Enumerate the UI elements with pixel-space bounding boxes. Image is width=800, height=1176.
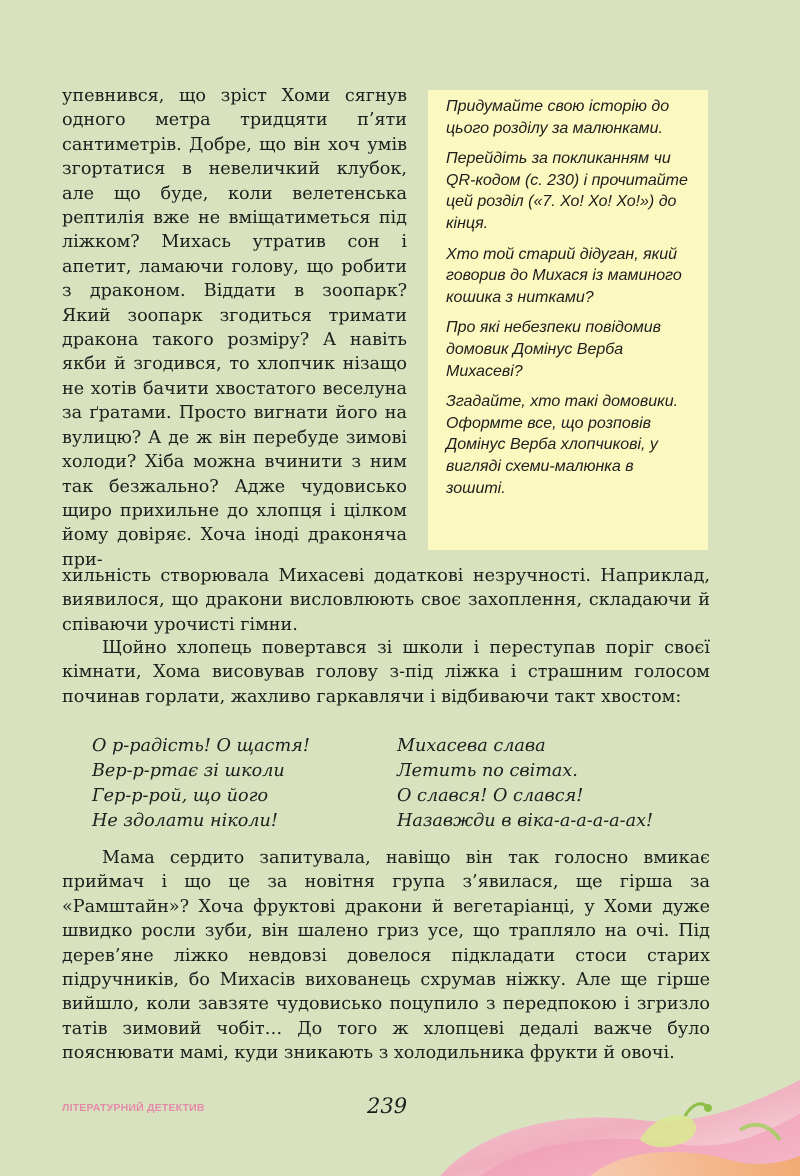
- paragraph-3: Мама сердито запитувала, навіщо він так голосно вмикає приймач і що це за новітня група з’явилася, ще гірша за «Рамштайн»? Хоча фруктові дракони й вегетаріанці, у Хоми дуже швидко росли зуби, він шалено гриз усе, що трапляло на очі. Під дерев’яне ліжко невдовзі довелося підкладати стоси старих підручників, бо Михасів вихованець схрумав ніжку. Але ще гірше вийшло, коли завзяте чудовисько поцупило з передпокою і згризло татів зимовий чобіт… До того ж хлопцеві дедалі важче було пояснювати мамі, куди зникають з холодильника фрукти й овочі.: [62, 848, 710, 1064]
- column-paragraph: упевнився, що зріст Хоми сягнув одного метра тридцяти п’яти сантиметрів. Добре, що він хоч умів згортатися в невеличкий клубок, але що буде, коли велетенська рептилія вже не вміщатиметься під ліжком? Михась утратив сон і апетит, ламаючи голову, що робити з драконом. Віддати в зоопарк? Який зоопарк згодиться тримати дракона такого розміру? А навіть якби й згодився, то хлопчик нізащо не хотів бачити хвостатого веселуна за ґратами. Просто вигнати його на вулицю? А де ж він перебуде зимові холоди? Хіба можна вчинити з ним так безжально? Адже чудовисько щиро прихильне до хлопця і цілком йому довіряє. Хоча іноді драконяча при-: [62, 86, 407, 570]
- page-number: 239: [367, 1094, 408, 1118]
- paragraph-2: Щойно хлопець повертався зі школи і переступав поріг своєї кімнати, Хома висовував голову з-під ліжка і страшним голосом починав горлати, жахливо гаркавлячи і відбиваючи такт хвостом:: [62, 638, 710, 707]
- poem-line: Гер-р-рой, що його: [92, 786, 269, 806]
- dragon-decoration-illustration: [440, 1070, 800, 1176]
- poem-right-stanza: [397, 734, 653, 834]
- poem-line: Назавжди в віка-а-а-а-а-ах!: [397, 811, 654, 831]
- poem-line: Вер-р-ртає зі школи: [92, 761, 285, 781]
- task-1: Придумайте свою історію до цього розділу за малюнками.: [446, 98, 670, 137]
- poem-line: Михасева слава: [397, 736, 546, 756]
- paragraph-2-block: [62, 636, 710, 709]
- task-sidebar: [428, 90, 708, 550]
- poem-line: Не здолати ніколи!: [92, 811, 278, 831]
- main-text-column: [62, 84, 407, 572]
- task-3: Хто той старий дідуган, який говорив до Михася із маминого кошика з нитками?: [446, 245, 682, 306]
- continuation-block: [62, 564, 710, 637]
- section-label: ЛІТЕРАТУРНИЙ ДЕТЕКТИВ: [62, 1102, 205, 1114]
- task-2: Перейдіть за покликанням чи QR-кодом (с. 230) і прочитайте цей розділ («7. Хо! Хо! Хо!») до кінця.: [446, 150, 688, 232]
- task-5: Згадайте, хто такі домовики. Оформте все, що розповів Домінус Верба хлопчикові, у вигляді схеми-малюнка в зошиті.: [446, 393, 679, 497]
- poem-line: О р-радість! О щастя!: [92, 736, 310, 756]
- poem-line: О слався! О слався!: [397, 786, 584, 806]
- poem-line: Летить по світах.: [397, 761, 578, 781]
- poem-left-stanza: [92, 734, 310, 834]
- continuation-paragraph: хильність створювала Михасеві додаткові незручності. Наприклад, виявилося, що дракони висловлюють своє захоплення, складаючи й співаючи урочисті гімни.: [62, 566, 710, 635]
- paragraph-3-block: [62, 846, 710, 1066]
- task-4: Про які небезпеки повідомив домовик Домінус Верба Михасеві?: [446, 319, 661, 380]
